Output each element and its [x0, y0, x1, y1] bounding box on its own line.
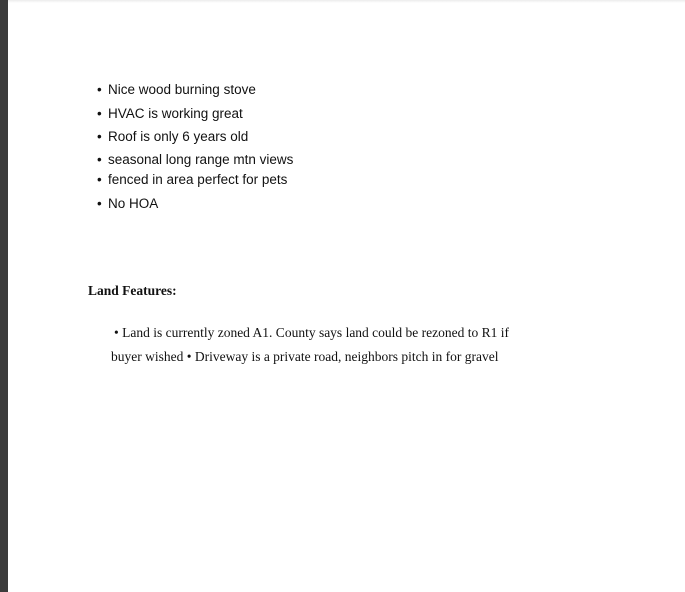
bullet-icon: • — [97, 172, 102, 187]
list-item-text: No HOA — [108, 196, 159, 211]
viewer-left-edge — [0, 0, 8, 592]
list-item — [97, 82, 256, 98]
bullet-icon: • — [97, 82, 102, 97]
list-item — [97, 106, 243, 122]
list-item-text: Nice wood burning stove — [108, 82, 256, 97]
list-item-text: fenced in area perfect for pets — [108, 172, 288, 187]
list-item — [97, 129, 248, 145]
list-item-text: HVAC is working great — [108, 106, 243, 121]
list-item-text: Roof is only 6 years old — [108, 129, 249, 144]
bullet-icon: • — [97, 106, 102, 121]
bullet-icon: • — [97, 152, 102, 167]
land-features-paragraph: • Land is currently zoned A1. County says land could be rezoned to R1 if buyer wished • Driveway is a private road, neighbors pitch in for gravel — [111, 325, 510, 364]
list-item — [97, 172, 287, 188]
section-heading: Land Features: — [88, 283, 177, 298]
list-item-text: seasonal long range mtn views — [108, 152, 294, 167]
list-item — [97, 152, 293, 168]
bullet-icon: • — [97, 129, 102, 144]
document-page — [8, 3, 685, 592]
bullet-icon: • — [97, 196, 102, 211]
list-item — [97, 196, 158, 212]
